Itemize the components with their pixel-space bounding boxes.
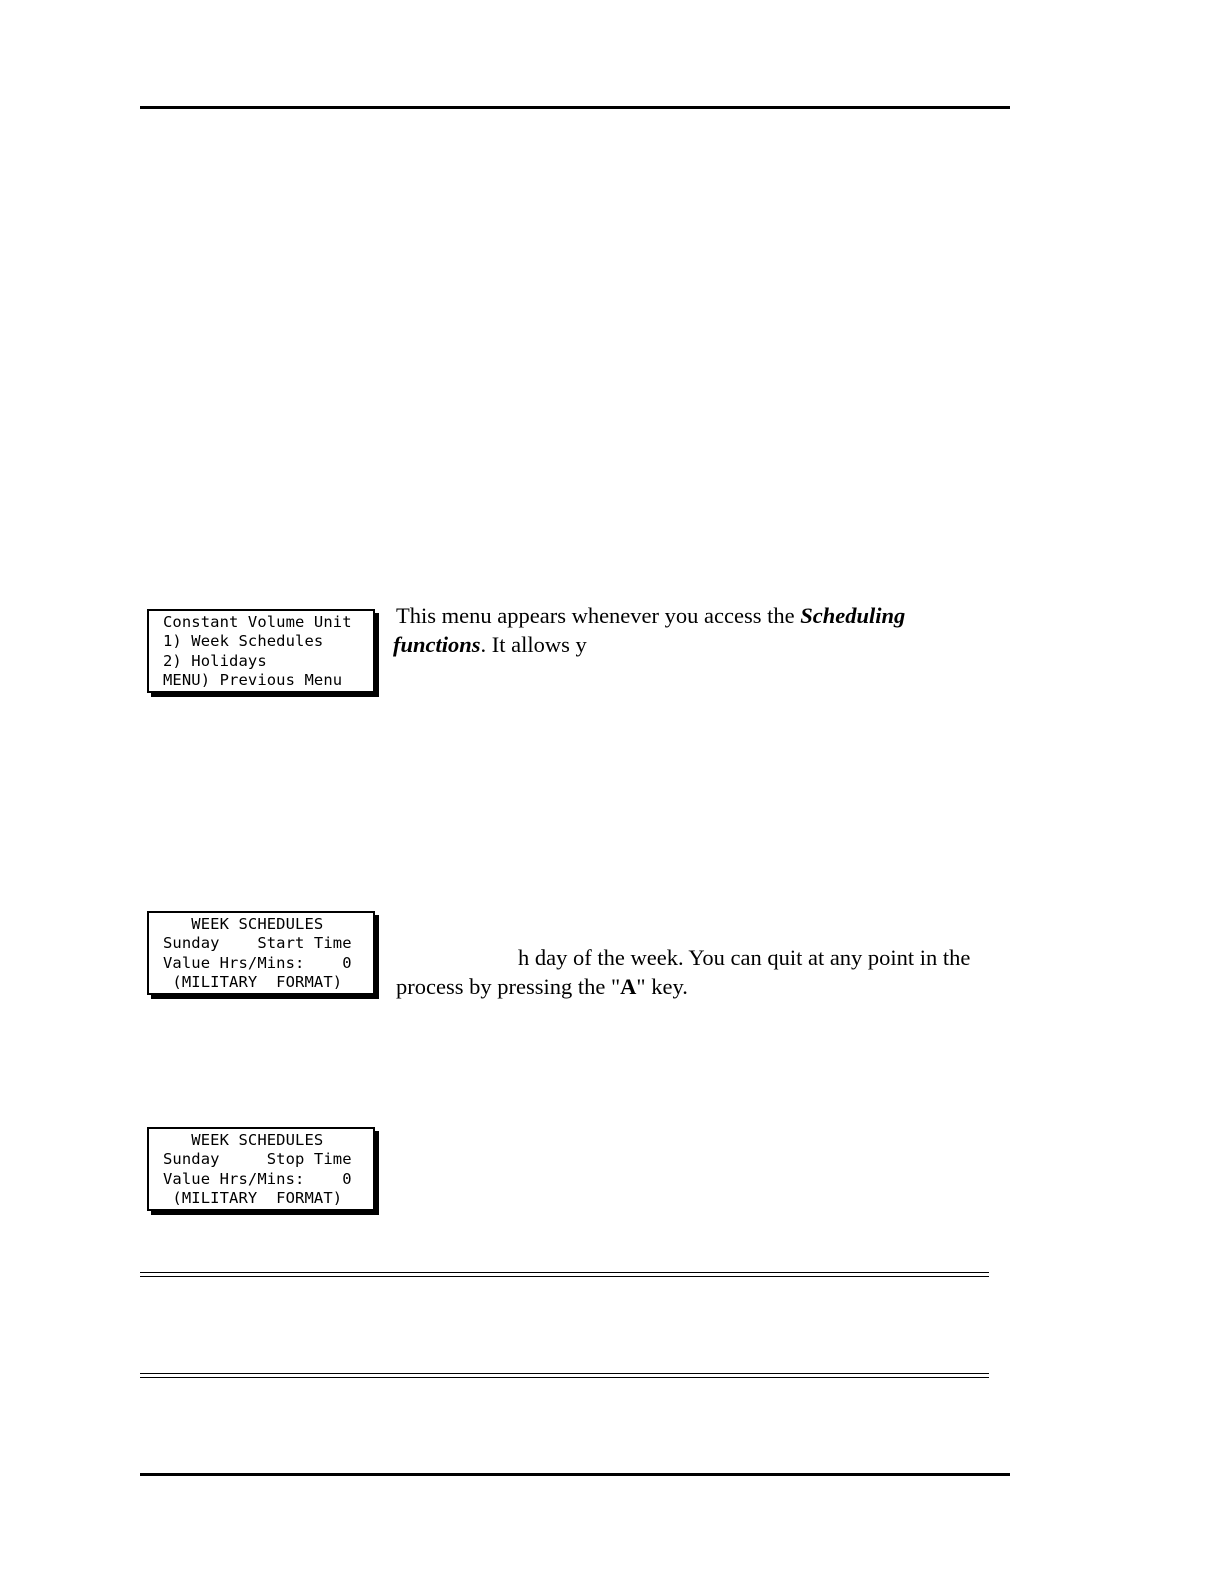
week-schedule-stop-display [147, 1127, 375, 1211]
key-label: A [620, 974, 637, 999]
week-schedule-paragraph-line-2 [396, 972, 688, 1001]
note-rule-bottom [140, 1373, 989, 1378]
display-line: 2) Holidays [163, 651, 267, 670]
header-rule [140, 106, 1010, 109]
display-line: (MILITARY FORMAT) [163, 972, 343, 991]
display-line: 1) Week Schedules [163, 632, 324, 651]
display-line: Sunday Stop Time [163, 1150, 352, 1169]
display-line: WEEK SCHEDULES [163, 915, 324, 933]
intro-paragraph-line-2 [393, 630, 587, 659]
scheduling-menu-display [147, 609, 375, 693]
display-line: Value Hrs/Mins: 0 [163, 953, 352, 972]
functions-term: functions [393, 632, 481, 657]
footer-rule [140, 1473, 1010, 1476]
week-schedule-paragraph-line-1: h day of the week. You can quit at any point in the [518, 945, 971, 970]
scheduling-term: Scheduling [800, 603, 906, 628]
display-line: Constant Volume Unit [163, 613, 352, 631]
paragraph-text: " key. [636, 974, 688, 999]
paragraph-text: process by pressing the " [396, 974, 621, 999]
display-line: WEEK SCHEDULES [163, 1131, 324, 1149]
display-line: MENU) Previous Menu [163, 670, 343, 689]
display-line: Sunday Start Time [163, 934, 352, 953]
week-schedule-start-display [147, 911, 375, 995]
intro-paragraph-line-1 [396, 601, 905, 630]
note-rule-top [140, 1272, 989, 1277]
display-line: Value Hrs/Mins: 0 [163, 1169, 352, 1188]
display-line: (MILITARY FORMAT) [163, 1188, 343, 1207]
intro-text: This menu appears whenever you access the [396, 603, 801, 628]
intro-text: . It allows y [480, 632, 587, 657]
